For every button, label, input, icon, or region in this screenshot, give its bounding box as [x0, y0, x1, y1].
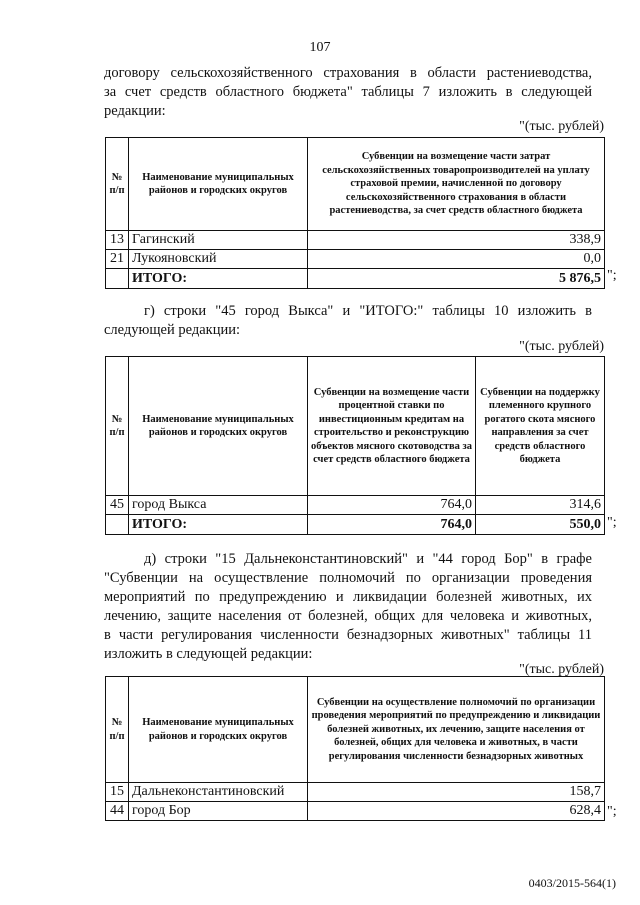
page-number: 107: [309, 40, 331, 55]
row-num: 45: [106, 496, 129, 515]
table-10: [105, 356, 605, 535]
block3-closing-quote: ";: [607, 804, 617, 819]
total-value-1: 764,0: [308, 515, 476, 535]
block3-intro-line-6: изложить в следующей редакции:: [104, 646, 313, 662]
row-num: 21: [106, 250, 129, 269]
block2-intro: [104, 302, 592, 340]
total-label: ИТОГО:: [129, 269, 308, 289]
total-value: 5 876,5: [308, 269, 605, 289]
header-subsidy-breeding: Субвенции на поддержку племенного крупного рогатого скота мясного направления за счет средств областного бюджета: [476, 357, 605, 496]
header-num: № п/п: [106, 357, 129, 496]
document-code: 0403/2015-564(1): [528, 876, 616, 890]
row-num: 15: [106, 783, 129, 802]
total-value-2: 550,0: [476, 515, 605, 535]
row-num: 13: [106, 231, 129, 250]
table-total-row: [106, 269, 605, 289]
block3-intro: [104, 550, 592, 664]
block2-unit: "(тыс. рублей): [519, 339, 604, 354]
row-value-1: 764,0: [308, 496, 476, 515]
table-row: [106, 783, 605, 802]
block1-intro-line-3: редакции:: [104, 103, 166, 119]
block2-intro-line-2: следующей редакции:: [104, 322, 241, 338]
block1-intro-line-1: договору сельскохозяйственного страхования в области растениеводства,: [104, 65, 592, 81]
row-name: город Бор: [129, 802, 308, 821]
row-name: город Выкса: [129, 496, 308, 515]
header-num: № п/п: [106, 677, 129, 783]
block1-intro: [104, 64, 592, 121]
block1-unit: "(тыс. рублей): [519, 119, 604, 134]
row-name: Гагинский: [129, 231, 308, 250]
total-label: ИТОГО:: [129, 515, 308, 535]
header-subsidy-interest: Субвенции на возмещение части процентной ставки по инвестиционным кредитам на строительство и реконструкцию объектов мясного скотоводства за счет средств областного бюджета: [308, 357, 476, 496]
row-value: 628,4: [308, 802, 605, 821]
block2-closing-quote: ";: [607, 515, 617, 530]
row-value: 158,7: [308, 783, 605, 802]
table-row: [106, 250, 605, 269]
table-7: [105, 137, 605, 289]
row-value-2: 314,6: [476, 496, 605, 515]
table-row: [106, 802, 605, 821]
table-7-header-row: [106, 138, 605, 231]
block3-intro-line-5: в части регулирования численности безнадзорных животных" таблицы 11: [104, 627, 592, 643]
block1-closing-quote: ";: [607, 268, 617, 283]
table-row: [106, 231, 605, 250]
table-11: [105, 676, 605, 821]
block2-intro-line-1: г) строки "45 город Выкса" и "ИТОГО:" таблицы 10 изложить в: [144, 303, 592, 319]
row-value: 0,0: [308, 250, 605, 269]
block3-unit: "(тыс. рублей): [519, 662, 604, 677]
table-10-header-row: [106, 357, 605, 496]
header-num: № п/п: [106, 138, 129, 231]
table-11-header-row: [106, 677, 605, 783]
block3-intro-line-1: д) строки "15 Дальнеконстантиновский" и "44 город Бор" в графе: [144, 551, 592, 567]
block3-intro-line-2: "Субвенции на осуществление полномочий по организации проведения: [104, 570, 592, 586]
row-name: Лукояновский: [129, 250, 308, 269]
header-name: Наименование муниципальных районов и городских округов: [129, 357, 308, 496]
block3-intro-line-4: лечению, защите населения от болезней, общих для человека и животных,: [104, 608, 592, 624]
header-subsidy-insurance: Субвенции на возмещение части затрат сельскохозяйственных товаропроизводителей на уплату страховой премии, начисленной по договору сельскохозяйственного страхования в области растениеводства, за счет средств областного бюджета: [308, 138, 605, 231]
header-name: Наименование муниципальных районов и городских округов: [129, 138, 308, 231]
block3-intro-line-3: мероприятий по предупреждению и ликвидации болезней животных, их: [104, 589, 592, 605]
row-name: Дальнеконстантиновский: [129, 783, 308, 802]
header-subsidy-veterinary: Субвенции на осуществление полномочий по организации проведения мероприятий по предупреждению и ликвидации болезней животных, их лечению, защите населения от болезней, общих для человека и животных, в части регулирования численности безнадзорных животных: [308, 677, 605, 783]
table-row: [106, 496, 605, 515]
row-num: 44: [106, 802, 129, 821]
row-value: 338,9: [308, 231, 605, 250]
block1-intro-line-2: за счет средств областного бюджета" таблицы 7 изложить в следующей: [104, 84, 592, 100]
table-total-row: [106, 515, 605, 535]
header-name: Наименование муниципальных районов и городских округов: [129, 677, 308, 783]
